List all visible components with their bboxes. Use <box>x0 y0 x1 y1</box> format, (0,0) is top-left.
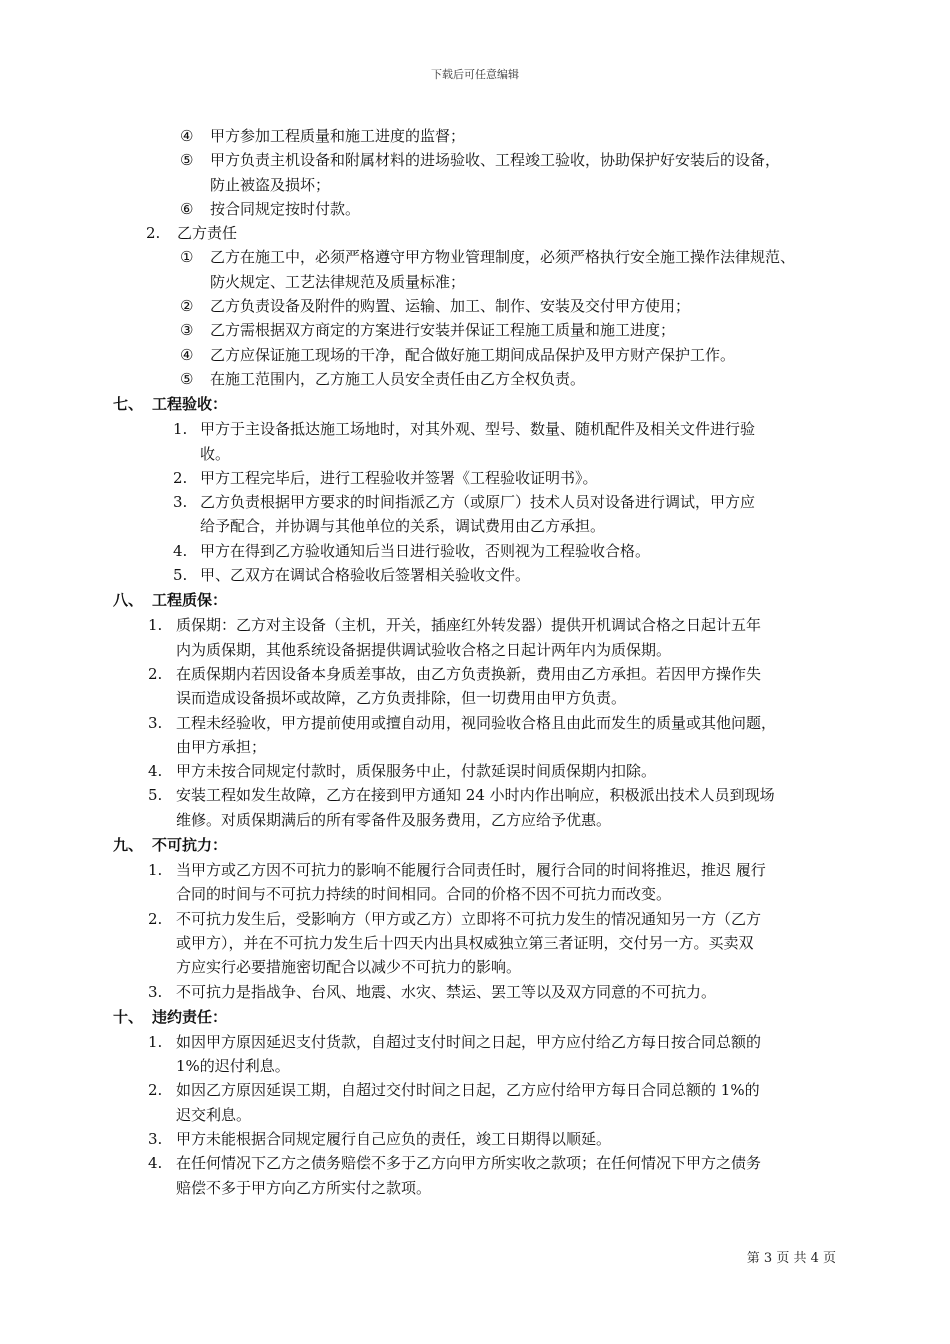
list-marker: ④ <box>180 127 194 145</box>
list-item-line <box>0 1127 950 1151</box>
list-item-text: 按合同规定按时付款。 <box>210 199 361 218</box>
section-heading <box>0 832 950 858</box>
list-item-text: 甲方未能根据合同规定履行自己应负的责任，竣工日期得以顺延。 <box>176 1129 612 1148</box>
list-item-text: 在质保期内若因设备本身质差事故，由乙方负责换新，费用由乙方承担。若因甲方操作失 <box>176 664 762 683</box>
list-item-text: 防止被盗及损坏； <box>210 175 331 194</box>
list-marker: 2. <box>173 468 188 487</box>
list-item-line <box>0 124 950 148</box>
list-item-line <box>0 270 950 294</box>
list-item-text: 乙方应保证施工现场的干净，配合做好施工期间成品保护及甲方财产保护工作。 <box>210 345 736 364</box>
list-item-line <box>0 343 950 367</box>
list-item-line <box>0 294 950 318</box>
list-item-text: 如因甲方原因延迟支付货款，自超过支付时间之日起，甲方应付给乙方每日按合同总额的 <box>176 1032 762 1051</box>
list-item-text: 在施工范围内，乙方施工人员安全责任由乙方全权负责。 <box>210 369 586 388</box>
list-item-text: 质保期：乙方对主设备（主机，开关，插座红外转发器）提供开机调试合格之日起计五年 <box>176 616 762 635</box>
list-item-text: 方应实行必要措施密切配合以减少不可抗力的影响。 <box>176 958 522 977</box>
page-header: 下载后可任意编辑 <box>431 68 519 81</box>
section-items <box>0 858 950 1004</box>
list-item-text: 甲方参加工程质量和施工进度的监督； <box>210 127 466 145</box>
list-item-text: 安装工程如发生故障，乙方在接到甲方通知 24 小时内作出响应，积极派出技术人员到现场 <box>176 786 775 805</box>
list-item-line <box>0 686 950 710</box>
list-item-line <box>0 148 950 172</box>
section-number: 十、 <box>113 1007 144 1026</box>
party-b-title: 乙方责任 <box>177 224 238 243</box>
party-b-duties-list <box>0 245 950 391</box>
list-item-text: 内为质保期，其他系统设备据提供调试验收合格之日起计两年内为质保期。 <box>176 640 672 659</box>
section-heading <box>0 1004 950 1030</box>
list-marker: 1. <box>173 420 188 439</box>
list-item-text: 当甲方或乙方因不可抗力的影响不能履行合同责任时，履行合同的时间将推迟，推迟 履行 <box>176 861 766 880</box>
list-item-text: 误而造成设备损坏或故障，乙方负责排除，但一切费用由甲方负责。 <box>176 689 627 708</box>
section-items <box>0 613 950 832</box>
list-item-text: 乙方负责根据甲方要求的时间指派乙方（或原厂）技术人员对设备进行调试，甲方应 <box>200 493 756 512</box>
page-number: 第 3 页 共 4 页 <box>746 1251 836 1266</box>
list-marker: 1. <box>148 616 163 635</box>
list-marker: 4. <box>148 762 163 781</box>
list-marker: ② <box>180 297 194 316</box>
list-item-text: 不可抗力发生后，受影响方（甲方或乙方）立即将不可抗力发生的情况通知另一方（乙方 <box>176 909 762 928</box>
list-item-text: 甲方在得到乙方验收通知后当日进行验收，否则视为工程验收合格。 <box>200 541 651 560</box>
list-item-line <box>0 613 950 637</box>
list-marker: 4. <box>148 1154 163 1173</box>
list-marker: 2. <box>148 909 163 928</box>
section-title: 工程质保： <box>152 591 228 610</box>
list-item-line <box>0 1054 950 1078</box>
list-item-text: 乙方在施工中，必须严格遵守甲方物业管理制度，必须严格执行安全施工操作法律规范、 <box>210 248 796 267</box>
list-item-line <box>0 466 950 490</box>
list-item-line <box>0 442 950 466</box>
list-item-line <box>0 197 950 221</box>
list-item-text: 维修。对质保期满后的所有零备件及服务费用，乙方应给予优惠。 <box>176 810 612 829</box>
list-item-text: 甲方未按合同规定付款时，质保服务中止，付款延误时间质保期内扣除。 <box>176 762 657 781</box>
list-item-text: 1%的迟付利息。 <box>176 1057 290 1076</box>
list-item-text: 甲方工程完毕后，进行工程验收并签署《工程验收证明书》。 <box>200 468 598 487</box>
section-heading <box>0 587 950 613</box>
list-marker: ④ <box>180 345 194 364</box>
list-marker: 4. <box>173 541 188 560</box>
list-item-text: 甲、乙双方在调试合格验收后签署相关验收文件。 <box>200 566 531 585</box>
list-item-line <box>0 490 950 514</box>
list-marker: 3. <box>173 493 188 512</box>
list-marker: 3. <box>148 1129 163 1148</box>
list-marker: ⑥ <box>180 199 194 218</box>
section-title: 违约责任： <box>152 1007 228 1026</box>
list-item-line <box>0 563 950 587</box>
list-item-line <box>0 759 950 783</box>
list-marker: 3. <box>148 982 163 1001</box>
list-item-line <box>0 783 950 807</box>
list-marker: ③ <box>180 321 194 340</box>
list-marker: ⑤ <box>180 151 194 170</box>
list-item-text: 乙方负责设备及附件的购置、运输、加工、制作、安装及交付甲方使用； <box>210 297 691 316</box>
list-item-line <box>0 931 950 955</box>
list-item-line <box>0 735 950 759</box>
document-body <box>0 124 950 1200</box>
list-item-line <box>0 638 950 662</box>
list-item-line <box>0 1151 950 1175</box>
list-item-line <box>0 955 950 979</box>
list-item-line <box>0 882 950 906</box>
list-item-text: 赔偿不多于甲方向乙方所实付之款项。 <box>176 1178 432 1197</box>
list-item-line <box>0 711 950 735</box>
section-items <box>0 1030 950 1200</box>
list-item-text: 甲方于主设备抵达施工场地时，对其外观、型号、数量、随机配件及相关文件进行验 <box>200 420 756 439</box>
list-item-line <box>0 1030 950 1054</box>
list-item-line <box>0 858 950 882</box>
list-item-text: 甲方负责主机设备和附属材料的进场验收、工程竣工验收，协助保护好安装后的设备， <box>210 151 781 170</box>
list-item-line <box>0 417 950 441</box>
list-item-line <box>0 539 950 563</box>
list-item-text: 工程未经验收，甲方提前使用或擅自动用，视同验收合格且由此而发生的质量或其他问题， <box>176 713 777 732</box>
list-marker: 2. <box>148 1081 163 1100</box>
section-items <box>0 417 950 587</box>
list-item-line <box>0 245 950 269</box>
list-item-text: 乙方需根据双方商定的方案进行安装并保证工程施工质量和施工进度； <box>210 321 676 340</box>
list-marker: ① <box>180 248 194 267</box>
list-item-text: 不可抗力是指战争、台风、地震、水灾、禁运、罢工等以及双方同意的不可抗力。 <box>176 982 717 1001</box>
list-item-line <box>0 318 950 342</box>
list-item-text: 收。 <box>200 444 231 463</box>
list-item-line <box>0 1103 950 1127</box>
list-item-text: 给予配合，并协调与其他单位的关系，调试费用由乙方承担。 <box>200 517 606 536</box>
party-a-duties-list <box>0 124 950 221</box>
list-item-text: 由甲方承担； <box>176 737 267 756</box>
list-marker: ⑤ <box>180 369 194 388</box>
list-item-text: 在任何情况下乙方之债务赔偿不多于乙方向甲方所实收之款项；在任何情况下甲方之债务 <box>176 1154 762 1173</box>
list-marker: 2. <box>146 224 161 243</box>
list-item-line <box>0 980 950 1004</box>
list-marker: 3. <box>148 713 163 732</box>
list-marker: 5. <box>173 566 188 585</box>
list-marker: 5. <box>148 786 163 805</box>
list-item-line <box>0 907 950 931</box>
list-item-line <box>0 662 950 686</box>
list-marker: 1. <box>148 1032 163 1051</box>
section-number: 八、 <box>113 591 144 610</box>
list-item-text: 如因乙方原因延误工期，自超过交付时间之日起，乙方应付给甲方每日合同总额的 1%的 <box>176 1081 760 1100</box>
party-b-heading <box>0 221 950 245</box>
section-number: 七、 <box>113 395 144 414</box>
list-item-line <box>0 514 950 538</box>
list-item-line <box>0 808 950 832</box>
contract-sections <box>0 391 950 1200</box>
list-item-line <box>0 367 950 391</box>
list-item-line <box>0 1078 950 1102</box>
section-number: 九、 <box>113 836 144 855</box>
section-title: 不可抗力： <box>152 836 228 855</box>
list-marker: 2. <box>148 664 163 683</box>
section-title: 工程验收： <box>152 395 228 414</box>
section-heading <box>0 391 950 417</box>
list-item-line <box>0 173 950 197</box>
list-item-text: 防火规定、工艺法律规范及质量标准； <box>210 272 466 291</box>
list-item-text: 迟交利息。 <box>176 1105 252 1124</box>
list-item-text: 合同的时间与不可抗力持续的时间相同。合同的价格不因不可抗力而改变。 <box>176 885 672 904</box>
list-item-text: 或甲方），并在不可抗力发生后十四天内出具权威独立第三者证明，交付另一方。买卖双 <box>176 933 754 952</box>
list-item-line <box>0 1176 950 1200</box>
list-marker: 1. <box>148 861 163 880</box>
